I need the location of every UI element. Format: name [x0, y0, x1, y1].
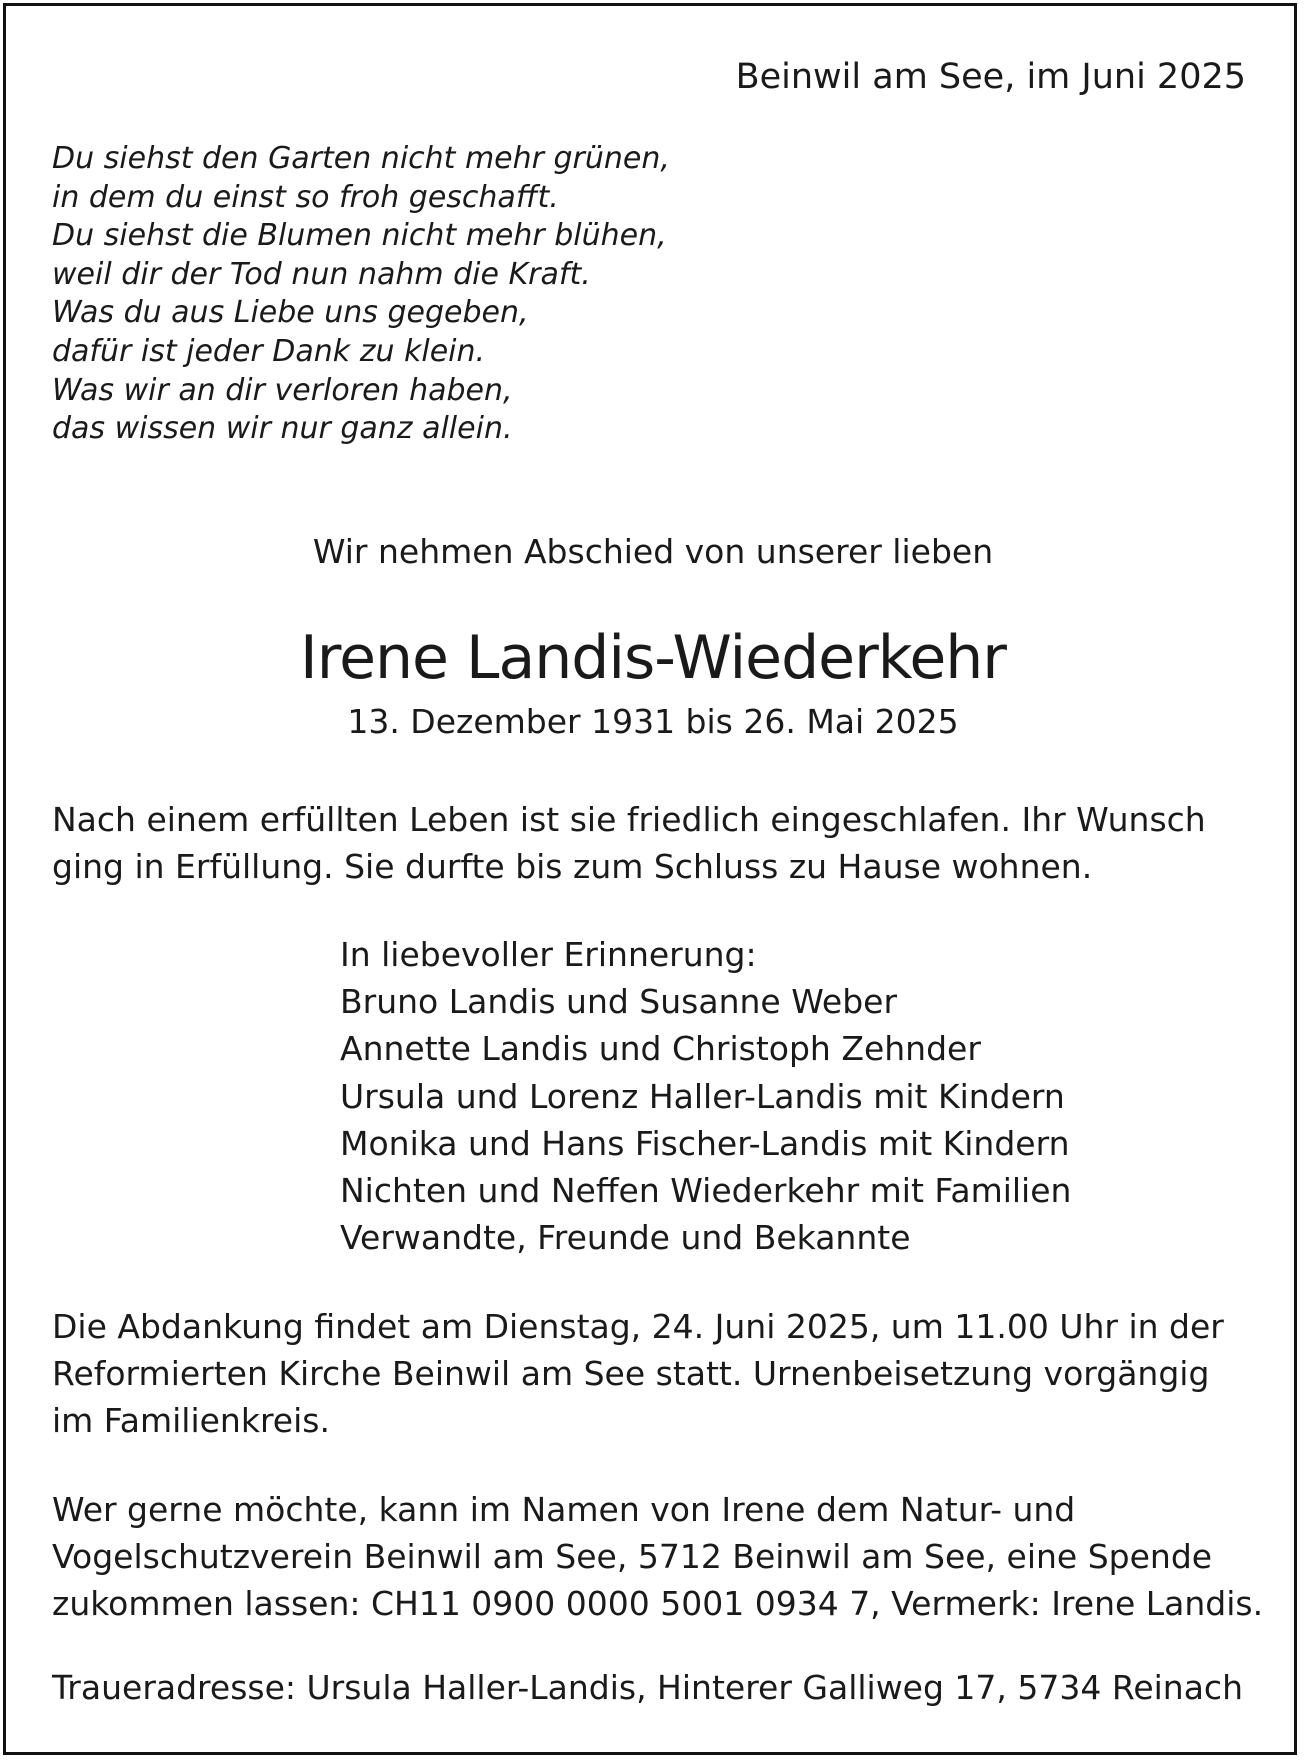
mourning-address: Traueradresse: Ursula Haller-Landis, Hinterer Galliweg 17, 5734 Reinach [52, 1668, 1243, 1707]
donation-line: Vogelschutzverein Beinwil am See, 5712 Beinwil am See, eine Spende [52, 1537, 1213, 1576]
ceremony-line: Die Abdankung findet am Dienstag, 24. Juni 2025, um 11.00 Uhr in der [52, 1307, 1224, 1346]
mourner-entry: Annette Landis und Christoph Zehnder [340, 1029, 981, 1069]
life-dates: 13. Dezember 1931 bis 26. Mai 2025 [347, 702, 959, 741]
poem-line: dafür ist jeder Dank zu klein. [52, 333, 486, 369]
message-line: ging in Erfüllung. Sie durfte bis zum Schluss zu Hause wohnen. [52, 847, 1093, 886]
deceased-name: Irene Landis-Wiederkehr [300, 623, 1006, 693]
poem-line: Du siehst die Blumen nicht mehr blühen, [52, 218, 667, 254]
message-line: Nach einem erfüllten Leben ist sie friedlich eingeschlafen. Ihr Wunsch [52, 800, 1206, 839]
ceremony-line: Reformierten Kirche Beinwil am See statt. Urnenbeisetzung vorgängig [52, 1354, 1210, 1393]
mourner-entry: Monika und Hans Fischer-Landis mit Kindern [340, 1123, 1070, 1163]
poem-line: in dem du einst so froh geschafft. [52, 179, 559, 215]
farewell-intro: Wir nehmen Abschied von unserer lieben [312, 532, 994, 571]
mourner-entry: Nichten und Neffen Wiederkehr mit Familien [340, 1171, 1072, 1211]
mourner-entry: Verwandte, Freunde und Bekannte [340, 1218, 911, 1258]
poem-line: Du siehst den Garten nicht mehr grünen, [52, 141, 670, 176]
poem-line: Was wir an dir verloren haben, [52, 372, 513, 408]
mourner-entry: Bruno Landis und Susanne Weber [340, 982, 898, 1022]
mourner-entry: Ursula und Lorenz Haller-Landis mit Kindern [340, 1076, 1065, 1116]
poem-line: weil dir der Tod nun nahm die Kraft. [52, 256, 591, 292]
ceremony-paragraph [52, 1303, 1224, 1444]
poem-line: Was du aus Liebe uns gegeben, [52, 295, 529, 331]
poem-line: das wissen wir nur ganz allein. [52, 411, 513, 447]
message-paragraph [52, 796, 1206, 890]
donation-paragraph [52, 1486, 1263, 1627]
poem [52, 140, 670, 449]
mourners-list [340, 931, 1071, 1261]
ceremony-line: im Familienkreis. [52, 1401, 330, 1440]
donation-line: zukommen lassen: CH11 0900 0000 5001 0934 7, Vermerk: Irene Landis. [52, 1584, 1264, 1623]
donation-line: Wer gerne möchte, kann im Namen von Irene dem Natur- und [52, 1490, 1076, 1529]
mourners-heading: In liebevoller Erinnerung: [340, 935, 757, 974]
place-date: Beinwil am See, im Juni 2025 [735, 57, 1246, 97]
